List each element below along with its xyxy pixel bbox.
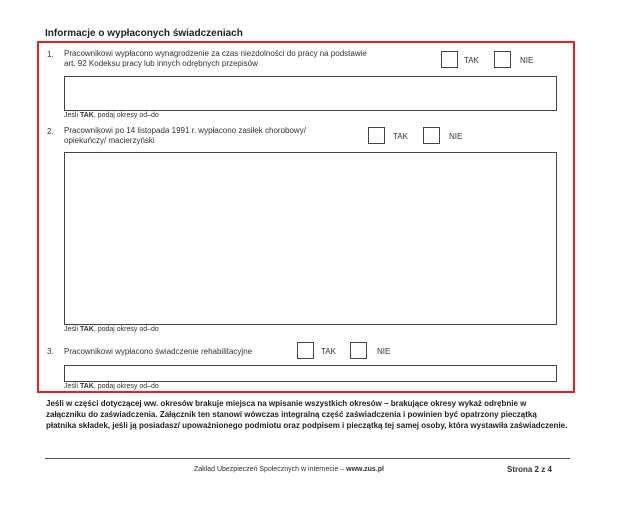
q1-text-line1: Pracownikowi wypłacono wynagrodzenie za czas niezdolności do pracy na podstawie <box>64 49 367 58</box>
q3-no-checkbox[interactable] <box>350 342 367 359</box>
q3-yes-label: TAK <box>321 347 336 356</box>
q1-number: 1. <box>47 50 54 59</box>
q3-yes-checkbox[interactable] <box>297 342 314 359</box>
zus-link[interactable]: www.zus.pl <box>346 466 384 473</box>
q2-text <box>64 126 306 146</box>
attachment-note: Jeśli w części dotyczącej ww. okresów brakuje miejsca na wpisanie wszystkich okresów – brakujące okresy wykaż odrębnie w załączniku do zaświadczenia. Załącznik ten stanowi wówczas integralną część zaświadczenia i powinien być opatrzony pieczątką płatnika składek, jeśli ją posiadasz/ upoważnionego podmiotu oraz podpisem i pieczątką tej samej osoby, która wystawiła zaświadczenie. <box>46 399 568 430</box>
q1-no-label: NIE <box>520 56 534 65</box>
q2-number: 2. <box>47 127 54 136</box>
page-number: Strona 2 z 4 <box>507 465 552 474</box>
q1-hint: Jeśli TAK, podaj okresy od–do <box>64 112 159 119</box>
q3-no-label: NIE <box>377 347 391 356</box>
q2-no-checkbox[interactable] <box>423 127 440 144</box>
q1-yes-checkbox[interactable] <box>441 51 458 68</box>
q2-periods-field[interactable] <box>64 152 557 325</box>
footer-divider <box>45 458 570 459</box>
q2-text-line1: Pracownikowi po 14 listopada 1991 r. wypłacono zasiłek chorobowy/ <box>64 126 306 135</box>
footer-text: Zakład Ubezpieczeń Społecznych w internecie – www.zus.pl <box>194 466 384 473</box>
q1-no-checkbox[interactable] <box>494 51 511 68</box>
section-title: Informacje o wypłaconych świadczeniach <box>45 28 243 39</box>
q2-no-label: NIE <box>449 132 463 141</box>
q3-hint: Jeśli TAK, podaj okresy od–do <box>64 383 159 390</box>
q1-periods-field[interactable] <box>64 76 557 111</box>
q2-yes-checkbox[interactable] <box>368 127 385 144</box>
q1-text-line2: art. 92 Kodeksu pracy lub innych odrębnych przepisów <box>64 59 258 68</box>
q1-text <box>64 49 367 69</box>
q3-text: Pracownikowi wypłacono świadczenie rehabilitacyjne <box>64 347 253 356</box>
q2-text-line2: opiekuńczy/ macierzyński <box>64 136 155 145</box>
q2-yes-label: TAK <box>393 132 408 141</box>
q2-hint: Jeśli TAK, podaj okresy od–do <box>64 326 159 333</box>
q3-periods-field[interactable] <box>64 365 557 382</box>
q1-yes-label: TAK <box>464 56 479 65</box>
q3-number: 3. <box>47 347 54 356</box>
